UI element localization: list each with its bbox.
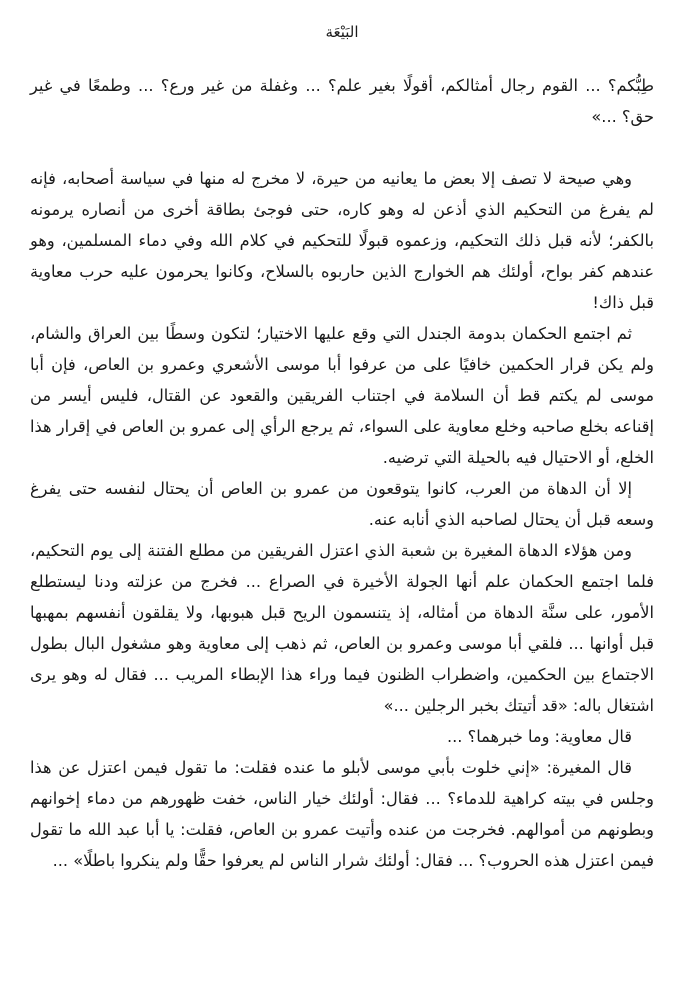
- paragraph: وهي صيحة لا تصف إلا بعض ما يعانيه من حيرة، لا مخرج له منها في سياسة أصحابه، فإنه لم يفرغ من التحكيم الذي أذعن له وهو كاره، حتى فوجئ بطاقة أخرى من أنصاره يرمونه بالكفر؛ لأنه قبل ذلك التحكيم، وزعموه قبولًا للتحكيم في كلام الله وفي دماء المسلمين، وهو عندهم كفر بواح، أولئك هم الخوارج الذين حاربوه بالسلاح، وكانوا يحرمون عليه حرب معاوية قبل ذاك!: [30, 169, 654, 312]
- paragraph: ثم اجتمع الحكمان بدومة الجندل التي وقع عليها الاختيار؛ لتكون وسطًا بين العراق والشام، ولم يكن قرار الحكمين خافيًا على من عرفوا أبا موسى الأشعري وعمرو بن العاص، فإن أبا موسى لم يكتم قط أن السلامة في اجتناب الفريقين والقعود عن القتال، فليس أيسر من إقناعه بخلع صاحبه وخلع معاوية على السواء، ثم يرجع الرأي إلى عمرو بن العاص في إقرار هذا الخلع، أو الاحتيال فيه بالحيلة التي ترضيه.: [30, 324, 654, 467]
- paragraph: ومن هؤلاء الدهاة المغيرة بن شعبة الذي اعتزل الفريقين من مطلع الفتنة إلى يوم التحكيم، فلما اجتمع الحكمان علم أنها الجولة الأخيرة في الصراع ... فخرج من عزلته ودنا ليستطلع الأمور، على سنَّة الدهاة من أمثاله، إذ يتنسمون الريح قبل هبوبها، ولا يقلقون أنفسهم بمهبها قبل أوانها ... فلقي أبا موسى وعمرو بن العاص، ثم ذهب إلى معاوية وهو مشغول البال بطول الاجتماع بين الحكمين، واضطراب الظنون فيما وراء هذا الإبطاء المريب ... فقال له وهو يرى اشتغال باله: «قد أتيتك بخبر الرجلين ...»: [30, 541, 654, 715]
- paragraph: قال معاوية: وما خبرهما؟ ...: [447, 727, 632, 746]
- running-header: البَيْعَة: [325, 23, 359, 41]
- paragraph: قال المغيرة: «إني خلوت بأبي موسى لأبلو ما عنده فقلت: ما تقول فيمن اعتزل عن هذا وجلس في بيته كراهية للدماء؟ ... فقال: أولئك خيار الناس، خفت ظهورهم من دماء إخوانهم وبطونهم من أموالهم. فخرجت من عنده وأتيت عمرو بن العاص، فقلت: يا أبا عبد الله ما تقول فيمن اعتزل هذه الحروب؟ ... فقال: أولئك شرار الناس لم يعرفوا حقًّا ولم ينكروا باطلًا» ...: [30, 758, 654, 870]
- paragraph-continuation: طِبُّكم؟ ... القوم رجال أمثالكم، أقولًا بغير علم؟ ... وغفلة من غير ورع؟ ... وطمعًا في غير حق؟ ...»: [30, 76, 654, 126]
- paragraph: إلا أن الدهاة من العرب، كانوا يتوقعون من عمرو بن العاص أن يحتال لنفسه حتى يفرغ وسعه قبل أن يحتال لصاحبه الذي أنابه عنه.: [30, 479, 654, 529]
